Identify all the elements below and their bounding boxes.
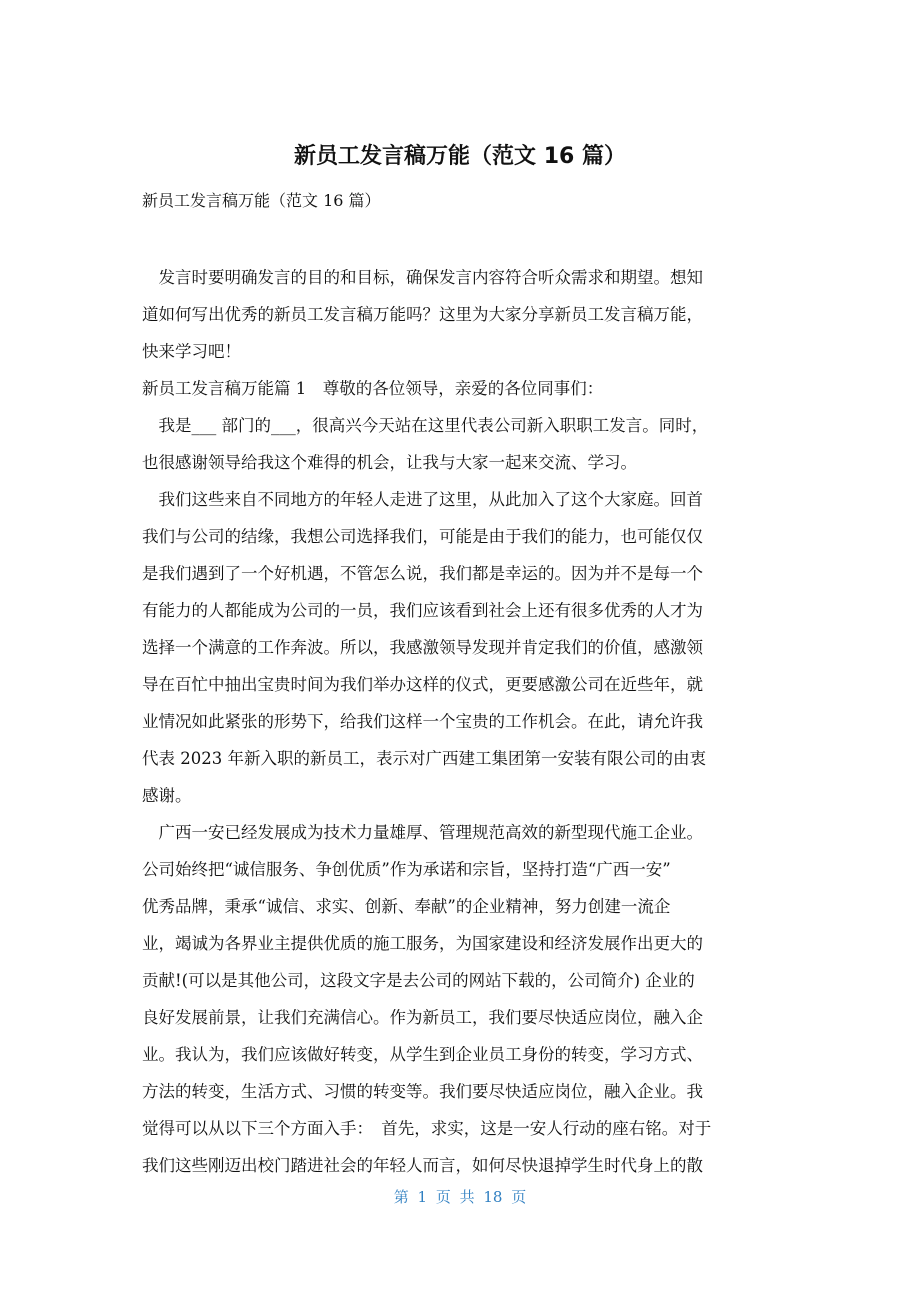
body-line: 觉得可以从以下三个方面入手： 首先，求实，这是一安人行动的座右铭。对于 xyxy=(142,1119,712,1138)
body-line: 我们这些刚迈出校门踏进社会的年轻人而言，如何尽快退掉学生时代身上的散 xyxy=(142,1156,703,1175)
body-line: 发言时要明确发言的目的和目标，确保发言内容符合听众需求和期望。想知 xyxy=(142,268,703,287)
document-title: 新员工发言稿万能（范文 16 篇） xyxy=(294,144,626,169)
body-line: 业，竭诚为各界业主提供优质的施工服务，为国家建设和经济发展作出更大的 xyxy=(142,934,703,953)
body-line: 选择一个满意的工作奔波。所以，我感激领导发现并肯定我们的价值，感激领 xyxy=(142,638,703,657)
body-line: 导在百忙中抽出宝贵时间为我们举办这样的仪式，更要感激公司在近些年，就 xyxy=(142,675,703,694)
body-line: 我是___ 部门的___，很高兴今天站在这里代表公司新入职职工发言。同时， xyxy=(142,416,709,435)
body-line: 公司始终把“诚信服务、争创优质”作为承诺和宗旨，坚持打造“广西一安” xyxy=(142,860,671,879)
body-line: 业情况如此紧张的形势下，给我们这样一个宝贵的工作机会。在此，请允许我 xyxy=(142,712,703,731)
body-line: 感谢。 xyxy=(142,786,192,805)
body-line: 方法的转变，生活方式、习惯的转变等。我们要尽快适应岗位，融入企业。我 xyxy=(142,1082,703,1101)
body-line: 我们与公司的结缘，我想公司选择我们，可能是由于我们的能力，也可能仅仅 xyxy=(142,527,703,546)
body-line: 我们这些来自不同地方的年轻人走进了这里，从此加入了这个大家庭。回首 xyxy=(142,490,703,509)
body-line: 广西一安已经发展成为技术力量雄厚、管理规范高效的新型现代施工企业。 xyxy=(142,823,703,842)
body-line: 道如何写出优秀的新员工发言稿万能吗？这里为大家分享新员工发言稿万能， xyxy=(142,305,703,324)
body-line: 有能力的人都能成为公司的一员，我们应该看到社会上还有很多优秀的人才为 xyxy=(142,601,703,620)
body-line: 代表 2023 年新入职的新员工，表示对广西建工集团第一安装有限公司的由衷 xyxy=(142,749,706,768)
body-line: 是我们遇到了一个好机遇，不管怎么说，我们都是幸运的。因为并不是每一个 xyxy=(142,564,703,583)
body-line: 业。我认为，我们应该做好转变，从学生到企业员工身份的转变，学习方式、 xyxy=(142,1045,703,1064)
page-footer: 第 1 页 共 18 页 xyxy=(393,1188,527,1206)
body-line: 贡献!(可以是其他公司，这段文字是去公司的网站下载的，公司简介) 企业的 xyxy=(142,971,695,990)
body-line: 也很感谢领导给我这个难得的机会，让我与大家一起来交流、学习。 xyxy=(142,453,637,472)
body-line: 良好发展前景，让我们充满信心。作为新员工，我们要尽快适应岗位，融入企 xyxy=(142,1008,703,1027)
document-subtitle: 新员工发言稿万能（范文 16 篇） xyxy=(142,191,381,210)
body-line: 优秀品牌，秉承“诚信、求实、创新、奉献”的企业精神，努力创建一流企 xyxy=(142,897,671,916)
document-body xyxy=(142,259,782,1184)
body-line: 快来学习吧！ xyxy=(142,342,241,361)
body-line: 新员工发言稿万能篇 1 尊敬的各位领导，亲爱的各位同事们： xyxy=(142,379,604,398)
